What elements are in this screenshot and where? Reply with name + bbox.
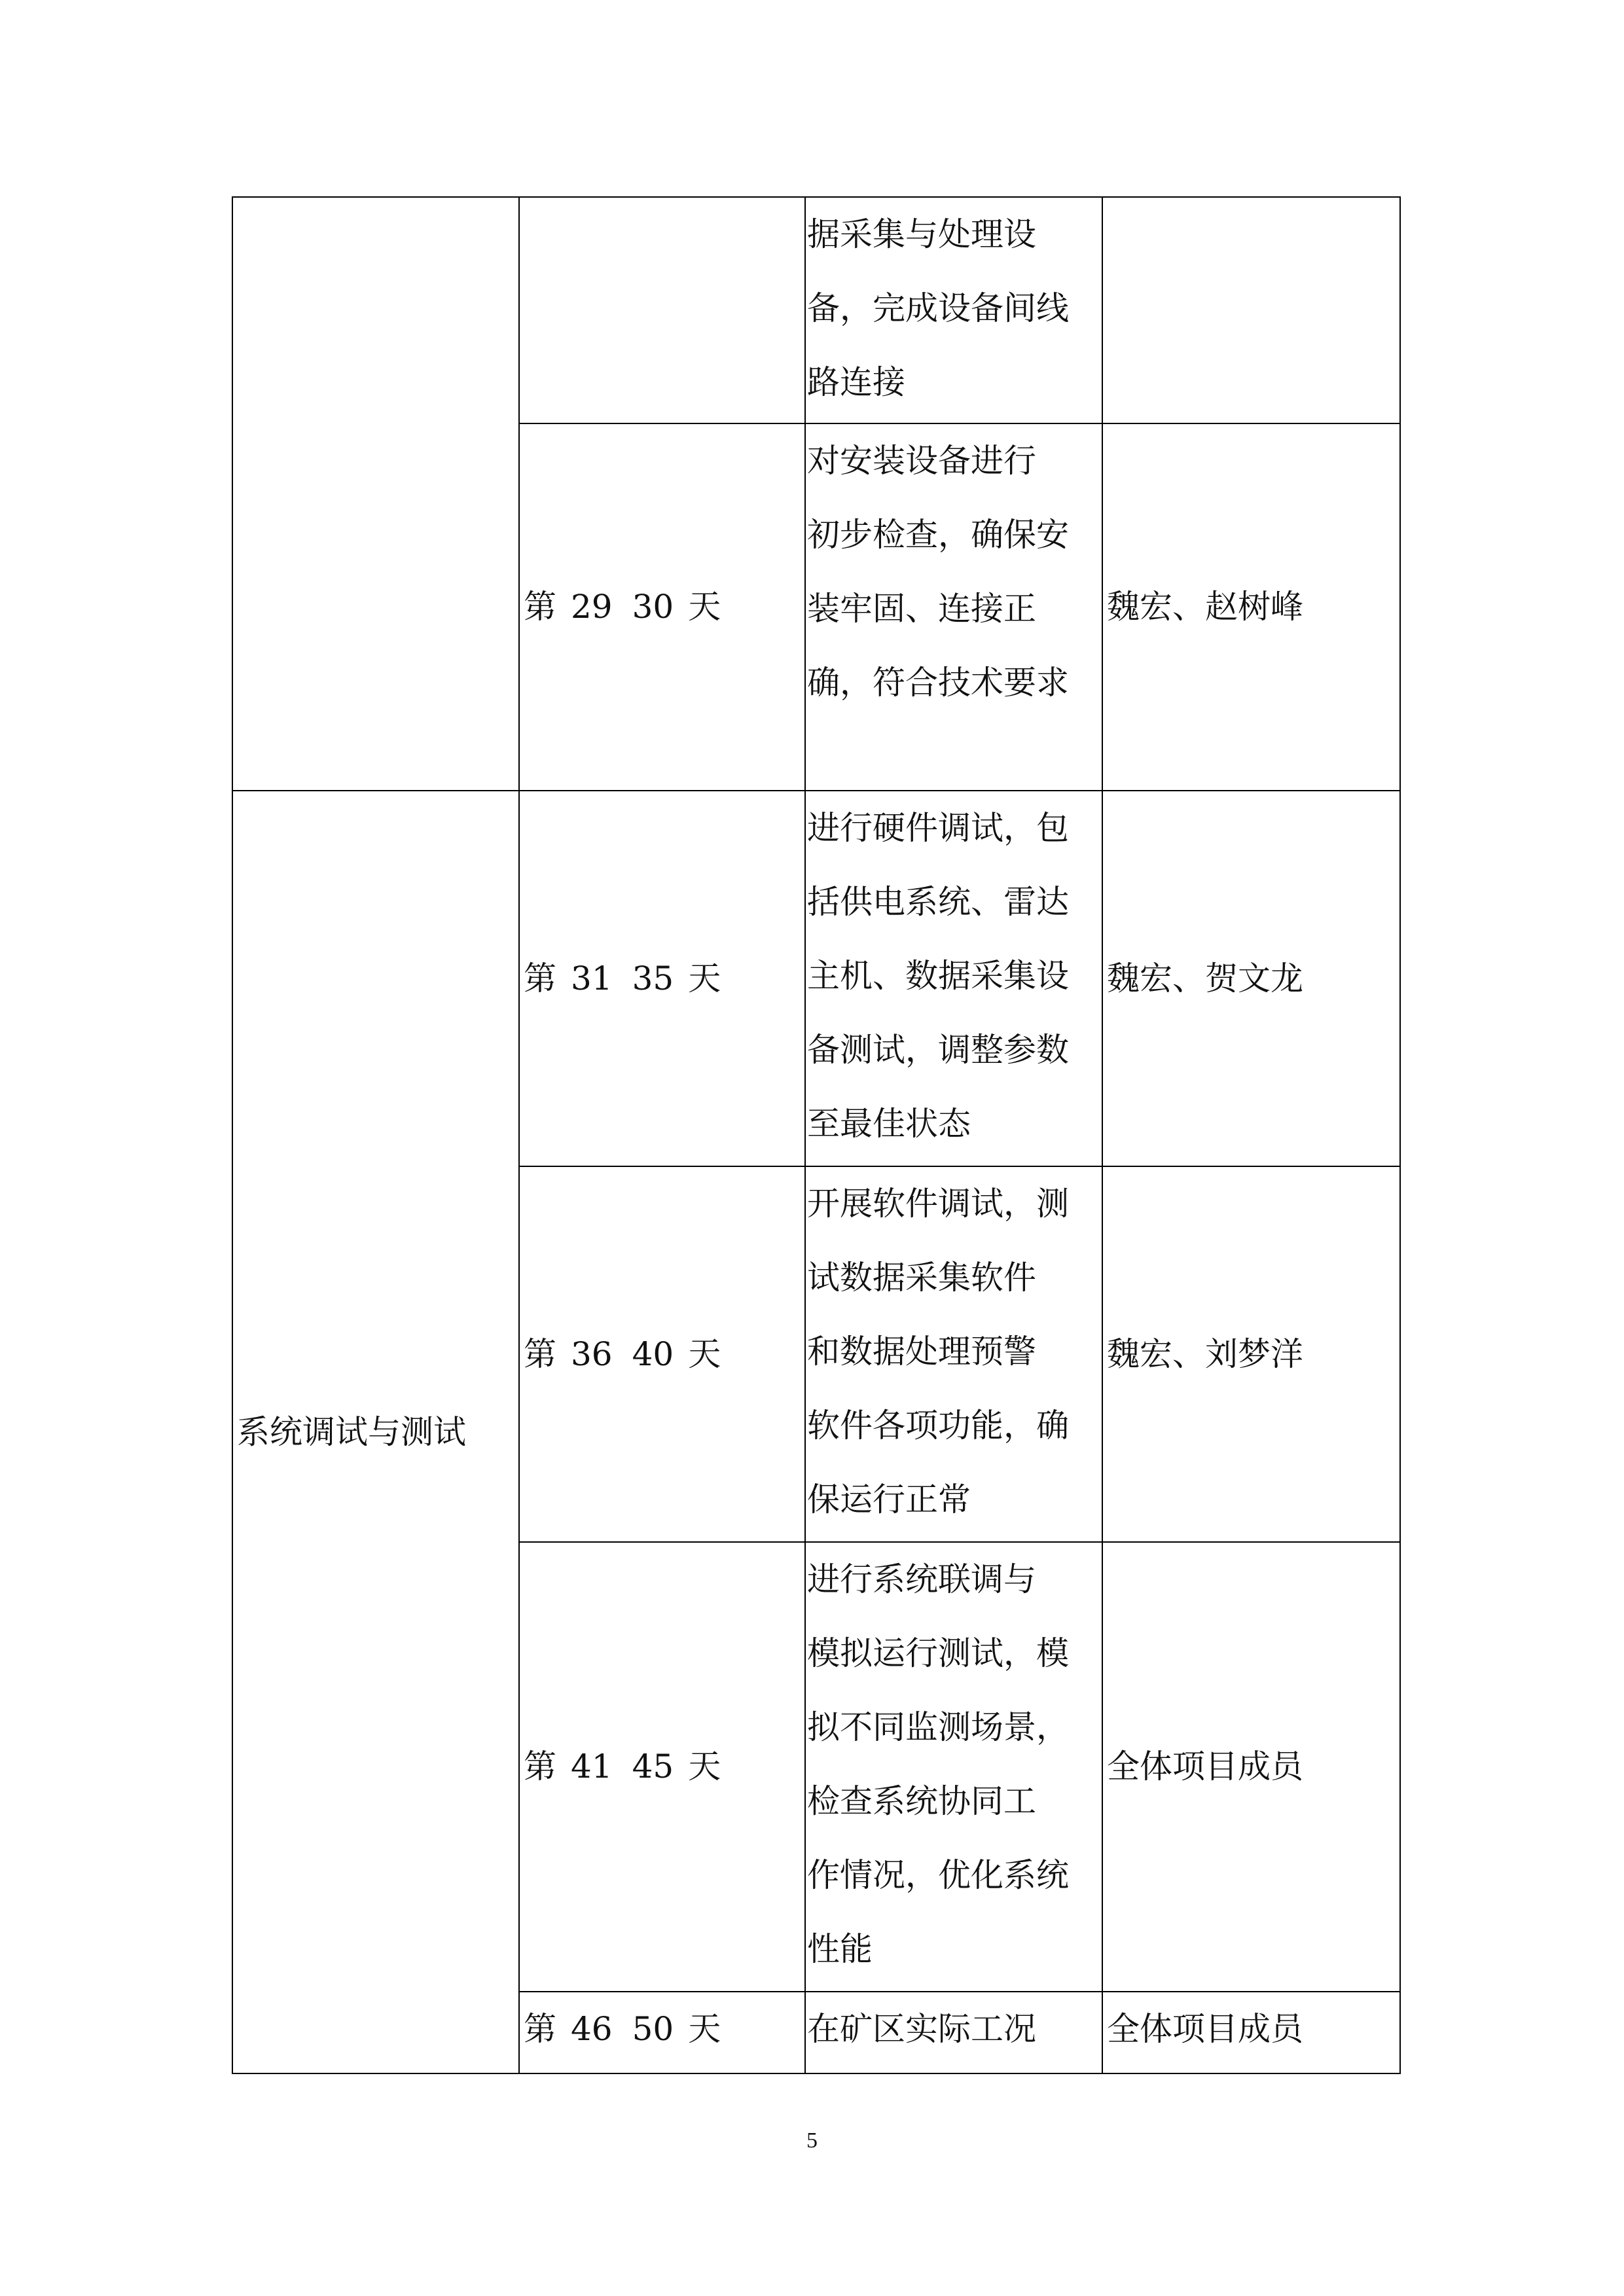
people-cell: 全体项目成员 <box>1102 1542 1400 1992</box>
table-row <box>232 197 1400 423</box>
task-cell: 据采集与处理设 备，完成设备间线 路连接 <box>805 197 1102 423</box>
phase-cell: 系统调试与测试 <box>232 791 519 2073</box>
task-cell: 进行硬件调试，包 括供电系统、雷达 主机、数据采集设 备测试，调整参数 至最佳状态 <box>805 791 1102 1166</box>
period-cell <box>519 197 805 423</box>
task-cell: 在矿区实际工况 <box>805 1992 1102 2073</box>
task-cell: 进行系统联调与 模拟运行测试，模 拟不同监测场景， 检查系统协同工 作情况，优化系统 性能 <box>805 1542 1102 1992</box>
period-cell: 第 31 35 天 <box>519 791 805 1166</box>
period-cell: 第 36 40 天 <box>519 1166 805 1542</box>
page-number: 5 <box>806 2128 818 2153</box>
people-cell: 魏宏、赵树峰 <box>1102 423 1400 791</box>
people-cell: 魏宏、贺文龙 <box>1102 791 1400 1166</box>
phase-cell <box>232 197 519 791</box>
period-cell: 第 29 30 天 <box>519 423 805 791</box>
schedule-table <box>232 196 1401 2074</box>
people-cell <box>1102 197 1400 423</box>
people-cell: 魏宏、刘梦洋 <box>1102 1166 1400 1542</box>
task-cell: 对安装设备进行 初步检查，确保安 装牢固、连接正 确，符合技术要求 <box>805 423 1102 791</box>
people-cell: 全体项目成员 <box>1102 1992 1400 2073</box>
period-cell: 第 46 50 天 <box>519 1992 805 2073</box>
table-row <box>232 791 1400 1166</box>
period-cell: 第 41 45 天 <box>519 1542 805 1992</box>
task-cell: 开展软件调试，测 试数据采集软件 和数据处理预警 软件各项功能，确 保运行正常 <box>805 1166 1102 1542</box>
